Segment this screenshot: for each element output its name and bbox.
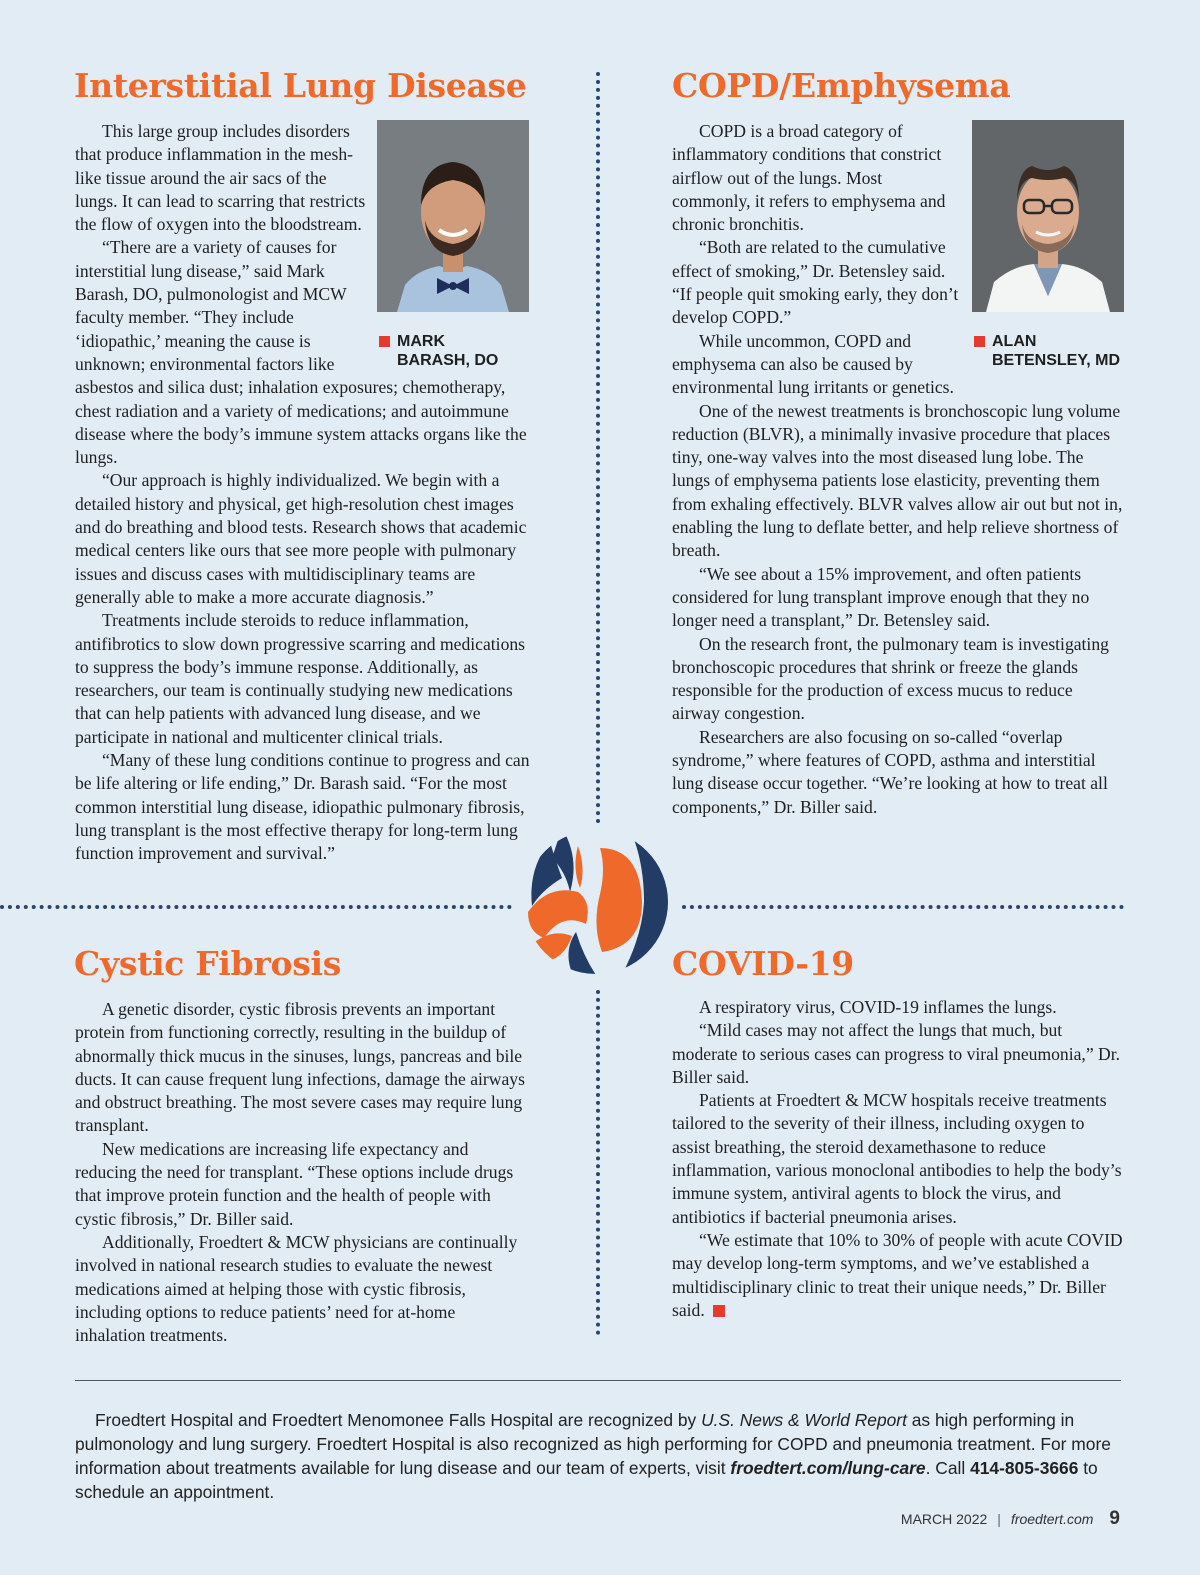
horizontal-divider-left bbox=[0, 905, 512, 909]
copd-photo-block bbox=[972, 120, 1132, 370]
caption-bullet bbox=[379, 336, 390, 347]
copd-paragraph: While uncommon, COPD and emphysema can also be caused by environmental lung irritants or genetics. bbox=[672, 330, 954, 398]
ild-paragraph: This large group includes disorders that produce inflammation in the mesh-like tissue around the air sacs of the lungs. It can lead to scarring that restricts the flow of oxygen into the bloodstream. bbox=[75, 121, 366, 235]
copd-paragraph: COPD is a broad category of inflammatory conditions that constrict airflow out of the lungs. Most commonly, it refers to emphysema and chronic bronchitis. bbox=[672, 121, 946, 235]
folio-separator: | bbox=[997, 1511, 1001, 1527]
copd-heading: COPD/Emphysema bbox=[672, 66, 1011, 105]
covid-paragraph: Patients at Froedtert & MCW hospitals receive treatments tailored to the severity of their illness, including oxygen to assist breathing, the steroid dexamethasone to reduce inflammation, various monoclonal antibodies to help the body’s immune system, antiviral agents to block the virus, and antibiotics if bacterial pneumonia arises. bbox=[672, 1090, 1122, 1227]
footer-phone[interactable]: 414-805-3666 bbox=[970, 1458, 1079, 1478]
covid-paragraph: A respiratory virus, COVID-19 inflames the lungs. bbox=[699, 997, 1057, 1017]
ild-heading: Interstitial Lung Disease bbox=[74, 66, 527, 105]
ild-paragraph: “Many of these lung conditions continue to progress and can be life altering or life ending,” Dr. Barash said. “For the most common interstitial lung disease, idiopathic pulmonary fibrosis, lung transplant is the most effective therapy for long-term lung function improvement and survival.” bbox=[75, 750, 530, 864]
cf-body bbox=[75, 998, 527, 1347]
page-folio bbox=[901, 1508, 1120, 1530]
ild-paragraph: “There are a variety of causes for interstitial lung disease,” said Mark Barash, DO, pulmonologist and MCW faculty member. “They include ‘idiopathic,’ meaning the cause is unknown; environmental factors like asbestos and silica dust; inhalation exposures; chemotherapy, chest radiation and a variety of medications; and autoimmune disease where the body’s immune system attacks organs like the lungs. bbox=[75, 237, 527, 468]
footer-rule bbox=[75, 1380, 1121, 1381]
copd-paragraph: One of the newest treatments is bronchoscopic lung volume reduction (BLVR), a minimally invasive procedure that places tiny, one-way valves into the most diseased lung lobe. The lungs of emphysema patients lose elasticity, preventing them from exhaling effectively. BLVR valves allow air out but not in, enabling the lung to deflate better, and help relieve shortness of breath. bbox=[672, 400, 1123, 561]
copd-paragraph: On the research front, the pulmonary team is investigating bronchoscopic procedures that shrink or freeze the glands responsible for the production of excess mucus to reduce airway congestion. bbox=[672, 633, 1109, 724]
ild-photo-caption: MARK BARASH, DO bbox=[377, 332, 537, 370]
ild-paragraph: “Our approach is highly individualized. We begin with a detailed history and physical, get high-resolution chest images and do breathing and blood tests. Research shows that academic medical centers like ours that see more people with pulmonary issues and discuss cases with multidisciplinary teams are generally able to make a more accurate diagnosis.” bbox=[75, 470, 527, 607]
horizontal-divider-right bbox=[682, 905, 1124, 909]
covid-paragraph: “We estimate that 10% to 30% of people with acute COVID may develop long-term symptoms, and we’ve established a multidisciplinary clinic to treat their unique needs,” Dr. Biller said. bbox=[672, 1229, 1123, 1320]
cf-paragraph: Additionally, Froedtert & MCW physicians are continually involved in national research studies to evaluate the newest medications aimed at helping those with cystic fibrosis, including options to reduce patients’ need for at-home inhalation treatments. bbox=[75, 1231, 518, 1346]
mark-barash-photo bbox=[377, 120, 529, 312]
page-number: 9 bbox=[1109, 1508, 1120, 1529]
caption-bullet bbox=[974, 336, 985, 347]
vertical-divider-top bbox=[596, 72, 600, 824]
cf-heading: Cystic Fibrosis bbox=[74, 944, 342, 983]
folio-site: froedtert.com bbox=[1010, 1511, 1094, 1527]
ild-photo-block bbox=[377, 120, 537, 370]
vertical-divider-bottom bbox=[596, 990, 600, 1335]
footer-source: U.S. News & World Report bbox=[701, 1410, 907, 1430]
alan-betensley-photo bbox=[972, 120, 1124, 312]
covid-heading: COVID-19 bbox=[672, 944, 854, 983]
copd-paragraph: “We see about a 15% improvement, and often patients considered for lung transplant improve enough that they no longer need a transplant,” Dr. Betensley said. bbox=[672, 563, 1090, 631]
cf-paragraph: New medications are increasing life expectancy and reducing the need for transplant. “These options include drugs that improve protein function and the health of people with cystic fibrosis,” Dr. Biller said. bbox=[75, 1138, 514, 1229]
copd-paragraph: Researchers are also focusing on so-called “overlap syndrome,” where features of COPD, asthma and interstitial lung disease occur together. “We’re looking at how to treat all components,” Dr. Biller said. bbox=[672, 726, 1108, 817]
footer-callout: Froedtert Hospital and Froedtert Menomonee Falls Hospital are recognized by U.S. News & World Report as high performing in pulmonology and lung surgery. Froedtert Hospital is also recognized as high performing for COPD and pneumonia treatment. For more information about treatments available for lung disease and our team of experts, visit froedtert.com/lung-care. Call 414-805-3666 to schedule an appointment. bbox=[75, 1410, 1111, 1502]
copd-paragraph: “Both are related to the cumulative effect of smoking,” Dr. Betensley said. “If people quit smoking early, they don’t develop COPD.” bbox=[672, 237, 959, 328]
folio-issue: MARCH 2022 bbox=[900, 1511, 988, 1527]
footer-link[interactable]: froedtert.com/lung-care bbox=[730, 1458, 926, 1478]
cf-paragraph: A genetic disorder, cystic fibrosis prevents an important protein from functioning correctly, resulting in the buildup of abnormally thick mucus in the sinuses, lungs, pancreas and bile ducts. It can cause frequent lung infections, damage the airways and obstruct breathing. The most severe cases may require lung transplant. bbox=[75, 999, 525, 1136]
covid-paragraph: “Mild cases may not affect the lungs that much, but moderate to serious cases can progress to viral pneumonia,” Dr. Biller said. bbox=[672, 1020, 1121, 1087]
copd-photo-caption: ALAN BETENSLEY, MD bbox=[972, 332, 1132, 370]
end-mark-icon bbox=[713, 1305, 725, 1317]
covid-body bbox=[672, 996, 1124, 1322]
lung-tree-emblem-icon bbox=[522, 828, 670, 976]
ild-body bbox=[75, 120, 530, 866]
copd-body bbox=[672, 120, 1124, 819]
ild-paragraph: Treatments include steroids to reduce inflammation, antifibrotics to slow down progressive scarring and medications to suppress the body’s immune response. Additionally, as researchers, our team is continually studying new medications that can help patients with advanced lung disease, and we participate in national and multicenter clinical trials. bbox=[75, 610, 526, 747]
